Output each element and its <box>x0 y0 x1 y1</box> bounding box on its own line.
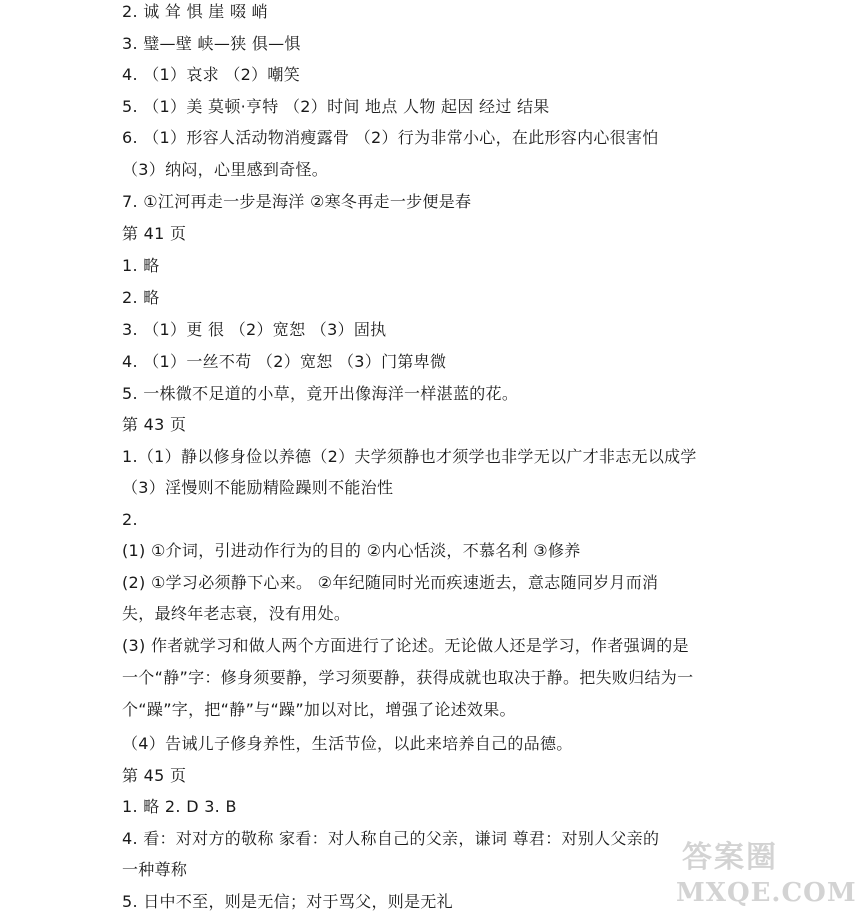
text-line: 4. 看：对对方的敬称 家看：对人称自己的父亲，谦词 尊君：对别人父亲的 <box>122 829 660 848</box>
text-line: (1) ①介词，引进动作行为的目的 ②内心恬淡，不慕名利 ③修养 <box>122 541 581 560</box>
text-line: 2. <box>122 510 138 529</box>
watermark-logo <box>676 832 857 910</box>
text-line: 5. 日中不至，则是无信；对于骂父，则是无礼 <box>122 892 453 911</box>
text-line: 5. （1）美 莫顿·亨特 （2）时间 地点 人物 起因 经过 结果 <box>122 97 550 116</box>
text-line: 3. 璧—壁 峡—狭 俱—惧 <box>122 34 301 53</box>
text-line: 一个“静”字：修身须要静，学习须要静，获得成就也取决于静。把失败归结为一 <box>122 668 694 687</box>
text-line: 4. （1）一丝不苟 （2）宽恕 （3）门第卑微 <box>122 352 447 371</box>
text-line: 3. （1）更 很 （2）宽恕 （3）固执 <box>122 320 387 339</box>
text-line: 失，最终年老志衰，没有用处。 <box>122 604 351 623</box>
section-heading: 第 41 页 <box>122 224 187 243</box>
text-line: 2. 略 <box>122 288 160 307</box>
watermark-title: 答案圈 <box>682 840 778 875</box>
text-line: （3）纳闷，心里感到奇怪。 <box>122 160 329 179</box>
text-line: （4）告诫儿子修身养性，生活节俭，以此来培养自己的品德。 <box>122 734 573 753</box>
section-heading: 第 45 页 <box>122 766 187 785</box>
text-line: （3）淫慢则不能励精险躁则不能治性 <box>122 478 394 497</box>
watermark-domain: MXQE.COM <box>676 878 857 908</box>
text-line: 1.（1）静以修身俭以养德（2）夫学须静也才须学也非学无以广才非志无以成学 <box>122 447 697 466</box>
text-line: 1. 略 2. D 3. B <box>122 797 237 816</box>
text-line: 6. （1）形容人活动物消瘦露骨 （2）行为非常小心，在此形容内心很害怕 <box>122 128 659 147</box>
text-line: 1. 略 <box>122 256 160 275</box>
text-line: (2) ①学习必须静下心来。 ②年纪随同时光而疾速逝去，意志随同岁月而消 <box>122 573 659 592</box>
text-line: 5. 一株微不足道的小草，竟开出像海洋一样湛蓝的花。 <box>122 384 519 403</box>
text-line: (3) 作者就学习和做人两个方面进行了论述。无论做人还是学习，作者强调的是 <box>122 636 689 655</box>
text-line: 4. （1）哀求 （2）嘲笑 <box>122 65 300 84</box>
text-line: 2. 诚 耸 惧 崖 啜 峭 <box>122 2 268 21</box>
text-line: 一种尊称 <box>122 860 188 879</box>
section-heading: 第 43 页 <box>122 415 187 434</box>
text-line: 7. ①江河再走一步是海洋 ②寒冬再走一步便是春 <box>122 192 472 211</box>
text-line: 个“躁”字，把“静”与“躁”加以对比，增强了论述效果。 <box>122 700 516 719</box>
